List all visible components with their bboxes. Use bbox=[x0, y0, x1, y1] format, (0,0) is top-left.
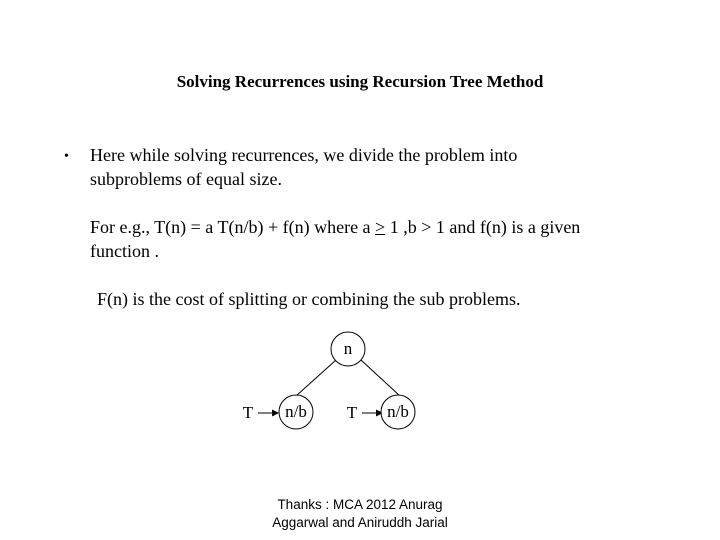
bullet-line-2: subproblems of equal size. bbox=[90, 169, 282, 189]
right-edge bbox=[361, 360, 400, 396]
left-edge bbox=[296, 360, 336, 396]
left-t-label: T bbox=[242, 403, 254, 422]
credit-note bbox=[0, 496, 720, 532]
bullet-line-1: Here while solving recurrences, we divide the problem into bbox=[90, 145, 518, 165]
example-text-b: 1 ,b > 1 and f(n) is a given bbox=[385, 217, 581, 237]
right-child-label: n/b bbox=[387, 402, 409, 421]
cost-line: F(n) is the cost of splitting or combining the sub problems. bbox=[97, 289, 521, 309]
slide-title: Solving Recurrences using Recursion Tree Method bbox=[176, 72, 544, 91]
greater-equal-symbol: > bbox=[375, 217, 386, 237]
credit-line-2: Aggarwal and Aniruddh Jarial bbox=[272, 515, 448, 530]
root-label: n bbox=[343, 339, 353, 358]
example-line-2: function . bbox=[90, 241, 159, 261]
right-t-label: T bbox=[346, 403, 358, 422]
credit-line-1: Thanks : MCA 2012 Anurag bbox=[277, 497, 443, 512]
left-child-label: n/b bbox=[285, 402, 307, 421]
bullet-marker: • bbox=[64, 149, 69, 164]
example-text-a: For e.g., T(n) = a T(n/b) + f(n) where a bbox=[90, 217, 376, 237]
